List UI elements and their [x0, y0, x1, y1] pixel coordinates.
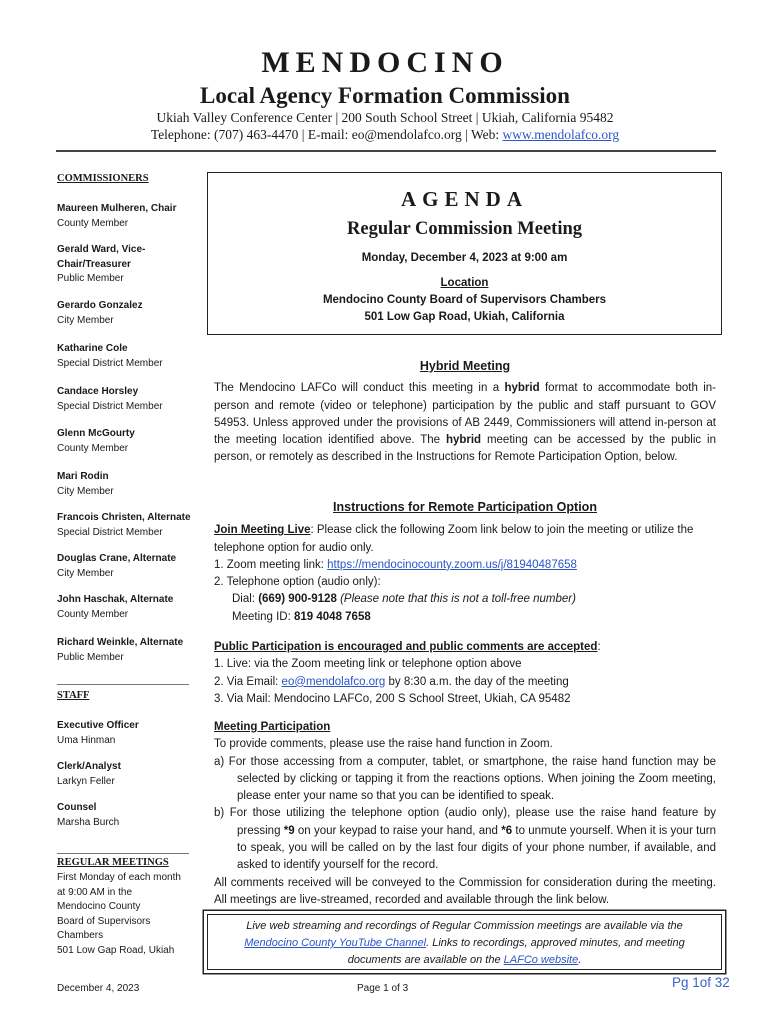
- agenda-box: [207, 172, 722, 335]
- meeting-type: Regular Commission Meeting: [347, 219, 582, 239]
- footer-date: December 4, 2023: [57, 983, 140, 994]
- participation-intro: To provide comments, please use the raise hand function in Zoom.: [214, 738, 553, 751]
- commissioner-role: County Member: [57, 608, 129, 620]
- zoom-item: [214, 557, 716, 574]
- meeting-date: Monday, December 4, 2023 at 9:00 am: [361, 252, 568, 264]
- note-text: .: [578, 954, 582, 966]
- regular-meetings-heading: REGULAR MEETINGS: [57, 857, 169, 868]
- commissioner-name: Richard Weinkle, Alternate: [57, 637, 184, 648]
- item-b-key: *9: [283, 824, 295, 837]
- instructions-section: [214, 499, 716, 626]
- commissioner-name: Candace Horsley: [57, 386, 139, 397]
- public-item-mail: 3. Via Mail: Mendocino LAFCo, 200 S School Street, Ukiah, CA 95482: [214, 692, 571, 705]
- commissioners-heading: COMMISSIONERS: [57, 173, 149, 184]
- participation-closing: All comments received will be conveyed to the Commission for consideration during the meeting. All meetings are live-streamed, recorded and available through the link below.: [214, 876, 716, 906]
- commissioner-name: Gerardo Gonzalez: [57, 300, 143, 311]
- note-text: documents are available on the: [347, 954, 504, 966]
- note-line: [208, 952, 721, 969]
- youtube-link[interactable]: Mendocino County YouTube Channel: [244, 937, 427, 949]
- staff-entry: [57, 719, 197, 748]
- hybrid-text: format to accommodate both in-person and remote (video or telephone) participation by the public and staff pursuant to GOV 54953. Unless approved under the provisions of AB 2449, Commissioners will attend in-person at the meeting location identified above. The: [214, 382, 716, 447]
- commissioner-name: John Haschak, Alternate: [57, 594, 174, 605]
- commissioner-entry: [57, 511, 197, 540]
- commissioner-name: Maureen Mulheren, Chair: [57, 203, 177, 214]
- participation-item-a: a) For those accessing from a computer, tablet, or smartphone, the raise hand function may be selected by clicking or tapping it from the reactions options. When joining the Zoom meeting, please enter your name so that you can be identified to speak.: [214, 755, 716, 803]
- commissioner-entry: [57, 636, 197, 665]
- join-paragraph: [214, 522, 716, 557]
- note-text: . Links to recordings, approved minutes, and meeting: [426, 937, 685, 949]
- commissioner-name: Douglas Crane, Alternate: [57, 553, 177, 564]
- commissioner-role: City Member: [57, 485, 114, 497]
- commissioner-role: Special District Member: [57, 357, 163, 369]
- hybrid-section: [214, 358, 716, 467]
- staff-title: Clerk/Analyst: [57, 761, 121, 772]
- dial-line: [214, 591, 716, 608]
- public-heading-text: Public Participation is encouraged and public comments are accepted: [214, 641, 598, 653]
- commissioner-name: Gerald Ward, Vice-Chair/Treasurer: [57, 244, 146, 270]
- public-heading: [214, 639, 716, 656]
- agenda-title: AGENDA: [400, 187, 528, 211]
- participation-heading: Meeting Participation: [214, 721, 331, 733]
- commissioner-name: Mari Rodin: [57, 471, 109, 482]
- email-deadline: by 8:30 a.m. the day of the meeting: [385, 675, 569, 688]
- location-name: Mendocino County Board of Supervisors Chambers: [322, 294, 607, 306]
- staff-entry: [57, 801, 197, 830]
- location-label: Location: [440, 277, 489, 289]
- commissioner-role: City Member: [57, 314, 114, 326]
- join-label: Join Meeting Live: [214, 524, 311, 537]
- participation-item-b: [214, 805, 716, 874]
- commissioner-entry: [57, 342, 197, 371]
- org-name: MENDOCINO: [261, 46, 509, 79]
- commissioner-role: County Member: [57, 217, 129, 229]
- lafco-website-link[interactable]: LAFCo website: [503, 954, 579, 966]
- commissioner-role: Public Member: [57, 273, 124, 284]
- commissioner-role: Special District Member: [57, 526, 163, 538]
- regular-divider: [57, 853, 189, 854]
- commissioner-entry: [57, 299, 197, 328]
- hybrid-paragraph: [214, 380, 716, 466]
- phone-item: 2. Telephone option (audio only):: [214, 576, 381, 589]
- commissioner-entry: [57, 552, 197, 581]
- public-item-email: [214, 674, 716, 691]
- public-section: [214, 639, 716, 708]
- regular-line: First Monday of each month: [57, 872, 181, 883]
- regular-meetings-details: [57, 871, 197, 958]
- commissioner-role: Public Member: [57, 651, 124, 663]
- commissioner-role: City Member: [57, 567, 114, 579]
- regular-line: Mendocino County: [57, 901, 141, 912]
- meeting-id-line: [214, 609, 716, 626]
- dial-note: (Please note that this is not a toll-free number): [340, 593, 576, 606]
- staff-title: Counsel: [57, 802, 97, 813]
- instructions-heading: Instructions for Remote Participation Option: [333, 500, 597, 514]
- participation-section: [214, 719, 716, 909]
- regular-line: Board of Supervisors: [57, 915, 151, 927]
- hybrid-bold: hybrid: [504, 382, 540, 395]
- header-divider: [56, 150, 716, 152]
- staff-person: Larkyn Feller: [57, 775, 115, 787]
- commissioner-name: Glenn McGourty: [57, 428, 135, 439]
- email-label: 2. Via Email:: [214, 675, 282, 688]
- website-link[interactable]: www.mendolafco.org: [502, 127, 620, 142]
- item-b-key: *6: [501, 824, 513, 837]
- staff-title: Executive Officer: [57, 720, 139, 731]
- zoom-label: 1. Zoom meeting link:: [214, 558, 328, 571]
- pdf-page-counter: Pg 1of 32: [672, 975, 730, 990]
- item-b-text: on your keypad to raise your hand, and: [294, 824, 502, 837]
- footer-page-number: Page 1 of 3: [357, 983, 409, 994]
- staff-heading: STAFF: [57, 690, 90, 701]
- org-address: Ukiah Valley Conference Center | 200 South School Street | Ukiah, California 95482: [156, 110, 614, 125]
- commissioner-entry: [57, 202, 197, 231]
- location-address: 501 Low Gap Road, Ukiah, California: [364, 311, 565, 323]
- note-line: Live web streaming and recordings of Regular Commission meetings are available via the: [246, 920, 683, 932]
- org-contact: [0, 127, 770, 143]
- commissioner-entry: [57, 385, 197, 414]
- hybrid-text: The Mendocino LAFCo will conduct this meeting in a: [214, 382, 505, 395]
- item-b-text: b) For those utilizing the telephone option (audio only), please use the raise hand feature by pressing: [214, 807, 716, 837]
- dial-label: Dial:: [232, 593, 259, 606]
- regular-line: Chambers: [57, 930, 104, 941]
- public-heading-suffix: :: [597, 641, 601, 653]
- commissioner-entry: [57, 427, 197, 456]
- streaming-note: [207, 914, 722, 970]
- commissioner-entry: [57, 470, 197, 499]
- join-text: : Please click the following Zoom link below to join the meeting or utilize the telephone option for audio only.: [214, 524, 694, 554]
- email-link[interactable]: eo@mendolafco.org: [281, 675, 386, 688]
- hybrid-bold: hybrid: [445, 434, 482, 447]
- staff-divider: [57, 684, 189, 685]
- dial-number: (669) 900-9128: [258, 593, 337, 606]
- staff-person: Uma Hinman: [57, 734, 116, 746]
- staff-person: Marsha Burch: [57, 816, 120, 828]
- regular-line: 501 Low Gap Road, Ukiah: [57, 944, 175, 956]
- org-subtitle: Local Agency Formation Commission: [200, 83, 570, 108]
- commissioner-entry: [57, 593, 197, 622]
- commissioner-role: Special District Member: [57, 400, 163, 412]
- commissioner-name: Francois Christen, Alternate: [57, 512, 191, 523]
- meeting-id-label: Meeting ID:: [232, 610, 294, 623]
- zoom-link[interactable]: https://mendocinocounty.zoom.us/j/81940487658: [327, 558, 577, 571]
- meeting-id: 819 4048 7658: [294, 610, 371, 623]
- hybrid-heading: Hybrid Meeting: [419, 359, 511, 373]
- note-line: [208, 935, 721, 952]
- staff-entry: [57, 760, 197, 789]
- regular-line: at 9:00 AM in the: [57, 886, 133, 898]
- public-item-live: 1. Live: via the Zoom meeting link or telephone option above: [214, 658, 522, 671]
- contact-text: Telephone: (707) 463-4470 | E-mail: eo@mendolafco.org | Web:: [150, 127, 503, 142]
- commissioner-entry: [57, 243, 157, 287]
- commissioner-role: County Member: [57, 442, 129, 454]
- item-b-text: to unmute yourself. When it is your turn to speak, you will be called on by the last four digits of your phone number, if available, and asked to identify yourself for the record.: [237, 824, 716, 872]
- commissioner-name: Katharine Cole: [57, 343, 128, 354]
- hybrid-text: meeting can be accessed by the public in person, or remotely as described in the Instructions for Remote Participation Option, below.: [214, 434, 716, 464]
